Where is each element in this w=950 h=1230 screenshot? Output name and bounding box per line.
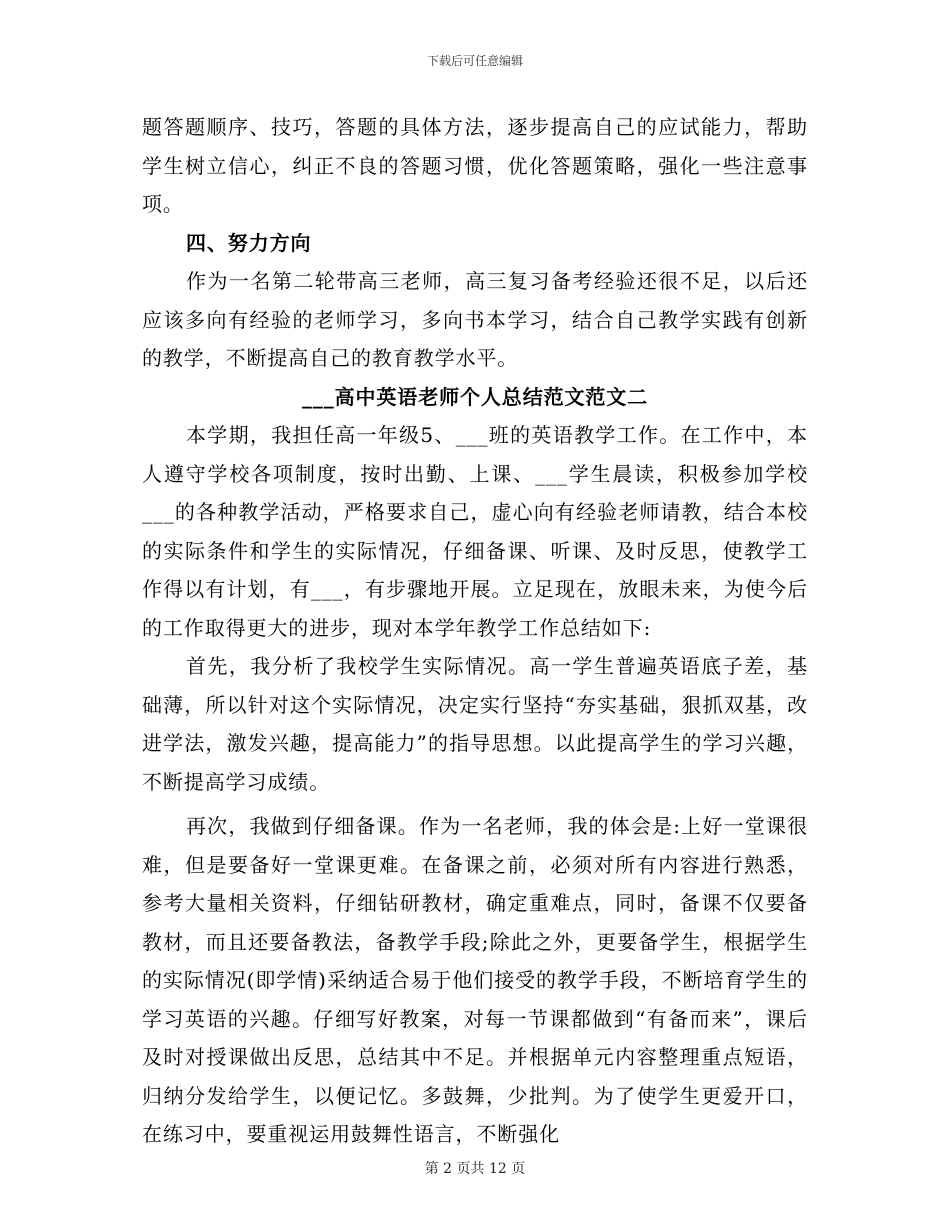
section-title-2: ___高中英语老师个人总结范文范文二 xyxy=(301,384,649,409)
document-body xyxy=(142,108,808,1154)
section-heading-4: 四、努力方向 xyxy=(186,230,312,255)
page-header: 下载后可任意编辑 xyxy=(426,54,523,68)
paragraph-again: 再次，我做到仔细备课。作为一名老师，我的体会是:上好一堂课很难，但是要备好一堂课更难。在备课之前，必须对所有内容进行熟悉，参考大量相关资料，仔细钻研教材，确定重难点，同时，备课不仅要备教材，而且还要备教法，备教学手段;除此之外，更要备学生，根据学生的实际情况(即学情)采纳适合易于他们接受的教学手段，不断培育学生的学习英语的兴趣。仔细写好教案，对每一节课都做到“有备而来”，课后及时对授课做出反思，总结其中不足。并根据单元内容整理重点短语，归纳分发给学生，以便记忆。多鼓舞，少批判。为了使学生更爱开口，在练习中，要重视运用鼓舞性语言，不断强化 xyxy=(142,814,808,1146)
paragraph-first: 首先，我分析了我校学生实际情况。高一学生普遍英语底子差，基础薄，所以针对这个实际情况，决定实行坚持“夯实基础，狠抓双基，改进学法，激发兴趣，提高能力”的指导思想。以此提高学生的学习兴趣，不断提高学习成绩。 xyxy=(142,654,808,794)
page-footer: 第 2 页共 12 页 xyxy=(424,1161,526,1177)
paragraph-intro: 本学期，我担任高一年级5、___班的英语教学工作。在工作中，本人遵守学校各项制度，按时出勤、上课、___学生晨读，积极参加学校___的各种教学活动，严格要求自己，虚心向有经验老师请教，结合本校的实际条件和学生的实际情况，仔细备课、听课、及时反思，使教学工作得以有计划，有___，有步骤地开展。立足现在，放眼未来，为使今后的工作取得更大的进步，现对本学年教学工作总结如下: xyxy=(142,423,808,640)
paragraph-direction: 作为一名第二轮带高三老师，高三复习备考经验还很不足，以后还应该多向有经验的老师学习，多向书本学习，结合自己教学实践有创新的教学，不断提高自己的教育教学水平。 xyxy=(142,269,808,370)
paragraph-continued: 题答题顺序、技巧，答题的具体方法，逐步提高自己的应试能力，帮助学生树立信心，纠正不良的答题习惯，优化答题策略，强化一些注意事项。 xyxy=(142,115,808,216)
